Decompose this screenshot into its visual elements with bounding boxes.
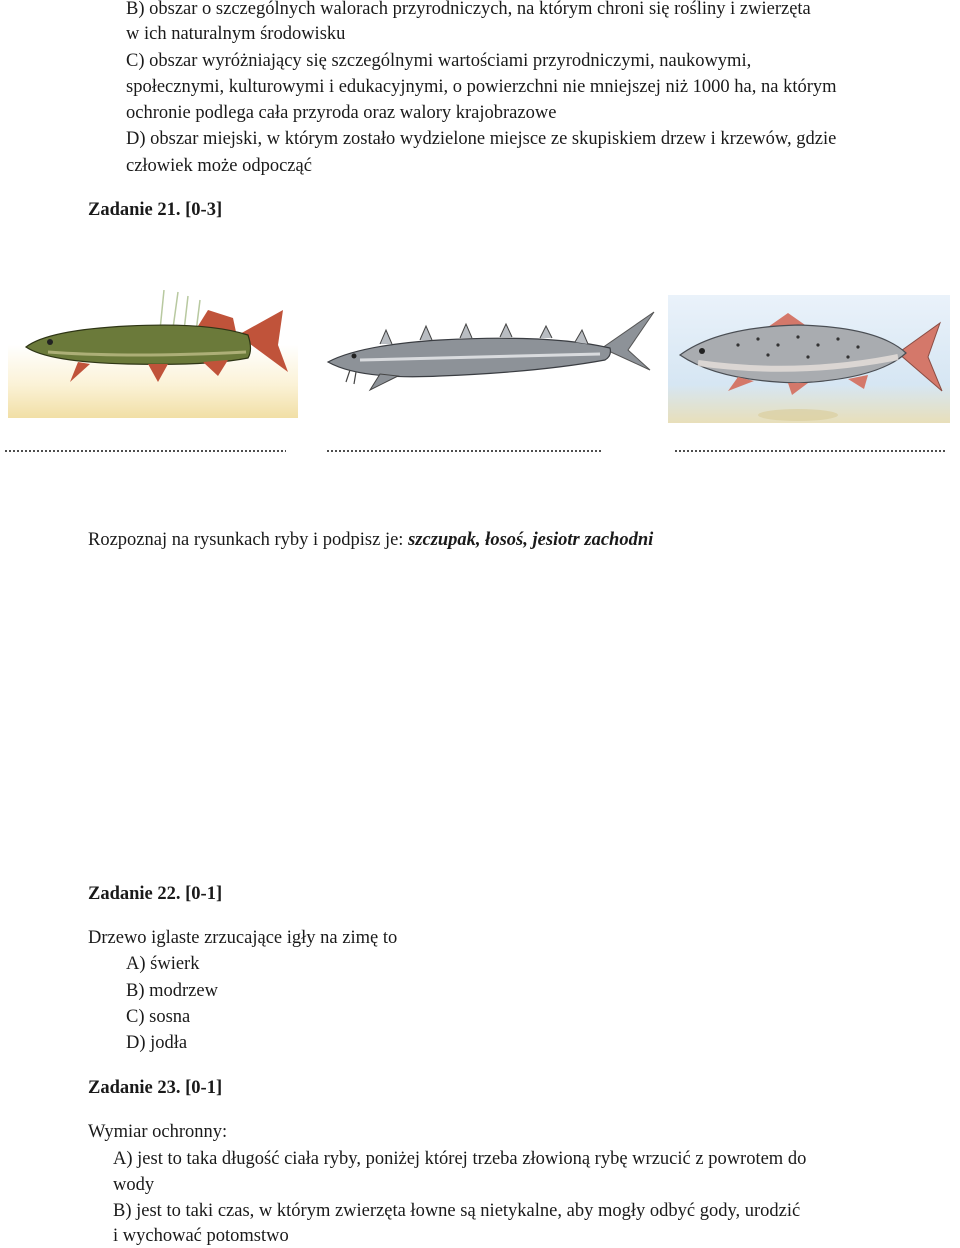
task22-option-c: C) sosna <box>126 1007 191 1027</box>
task23-title: Zadanie 23. [0-1] <box>88 1078 223 1098</box>
option-c-line3: ochronie podlega cała przyroda oraz walory krajobrazowe <box>126 103 557 123</box>
option-b-line2: w ich naturalnym środowisku <box>126 24 346 44</box>
option-d-line2: człowiek może odpocząć <box>126 156 312 176</box>
answer-line-2[interactable] <box>326 450 602 452</box>
sturgeon-icon <box>320 300 660 400</box>
answer-line-3[interactable] <box>674 450 946 452</box>
option-c-line1: C) obszar wyróżniający się szczególnymi wartościami przyrodniczymi, naukowymi, <box>126 51 752 71</box>
task23-option-b-line2: i wychować potomstwo <box>113 1226 289 1246</box>
answer-line-1[interactable] <box>4 450 286 452</box>
task22-option-a: A) świerk <box>126 954 200 974</box>
instruction-fish-names: szczupak, łosoś, jesiotr zachodni <box>408 530 654 550</box>
task23-question: Wymiar ochronny: <box>88 1122 228 1142</box>
salmon-icon <box>668 295 950 423</box>
task23-option-a-line2: wody <box>113 1175 155 1195</box>
task22-title: Zadanie 22. [0-1] <box>88 884 223 904</box>
option-b-line1: B) obszar o szczególnych walorach przyrodniczych, na którym chroni się rośliny i zwierzęta <box>126 0 811 19</box>
task23-option-a-line1: A) jest to taka długość ciała ryby, poniżej której trzeba złowioną rybę wrzucić z powrotem do <box>113 1149 807 1169</box>
option-d-line1: D) obszar miejski, w którym zostało wydzielone miejsce ze skupiskiem drzew i krzewów, gdzie <box>126 129 837 149</box>
task22-option-d: D) jodła <box>126 1033 188 1053</box>
task21-instruction <box>88 528 653 552</box>
option-c-line2: społecznymi, kulturowymi i edukacyjnymi, o powierzchni nie mniejszej niż 1000 ha, na którym <box>126 77 837 97</box>
task21-title: Zadanie 21. [0-3] <box>88 200 223 220</box>
task22-option-b: B) modrzew <box>126 981 218 1001</box>
pike-icon <box>8 290 298 418</box>
task22-question: Drzewo iglaste zrzucające igły na zimę to <box>88 928 398 948</box>
task23-option-b-line1: B) jest to taki czas, w którym zwierzęta łowne są nietykalne, aby mogły odbyć gody, urodzić <box>113 1201 801 1221</box>
instruction-text: Rozpoznaj na rysunkach ryby i podpisz je: <box>88 530 409 550</box>
